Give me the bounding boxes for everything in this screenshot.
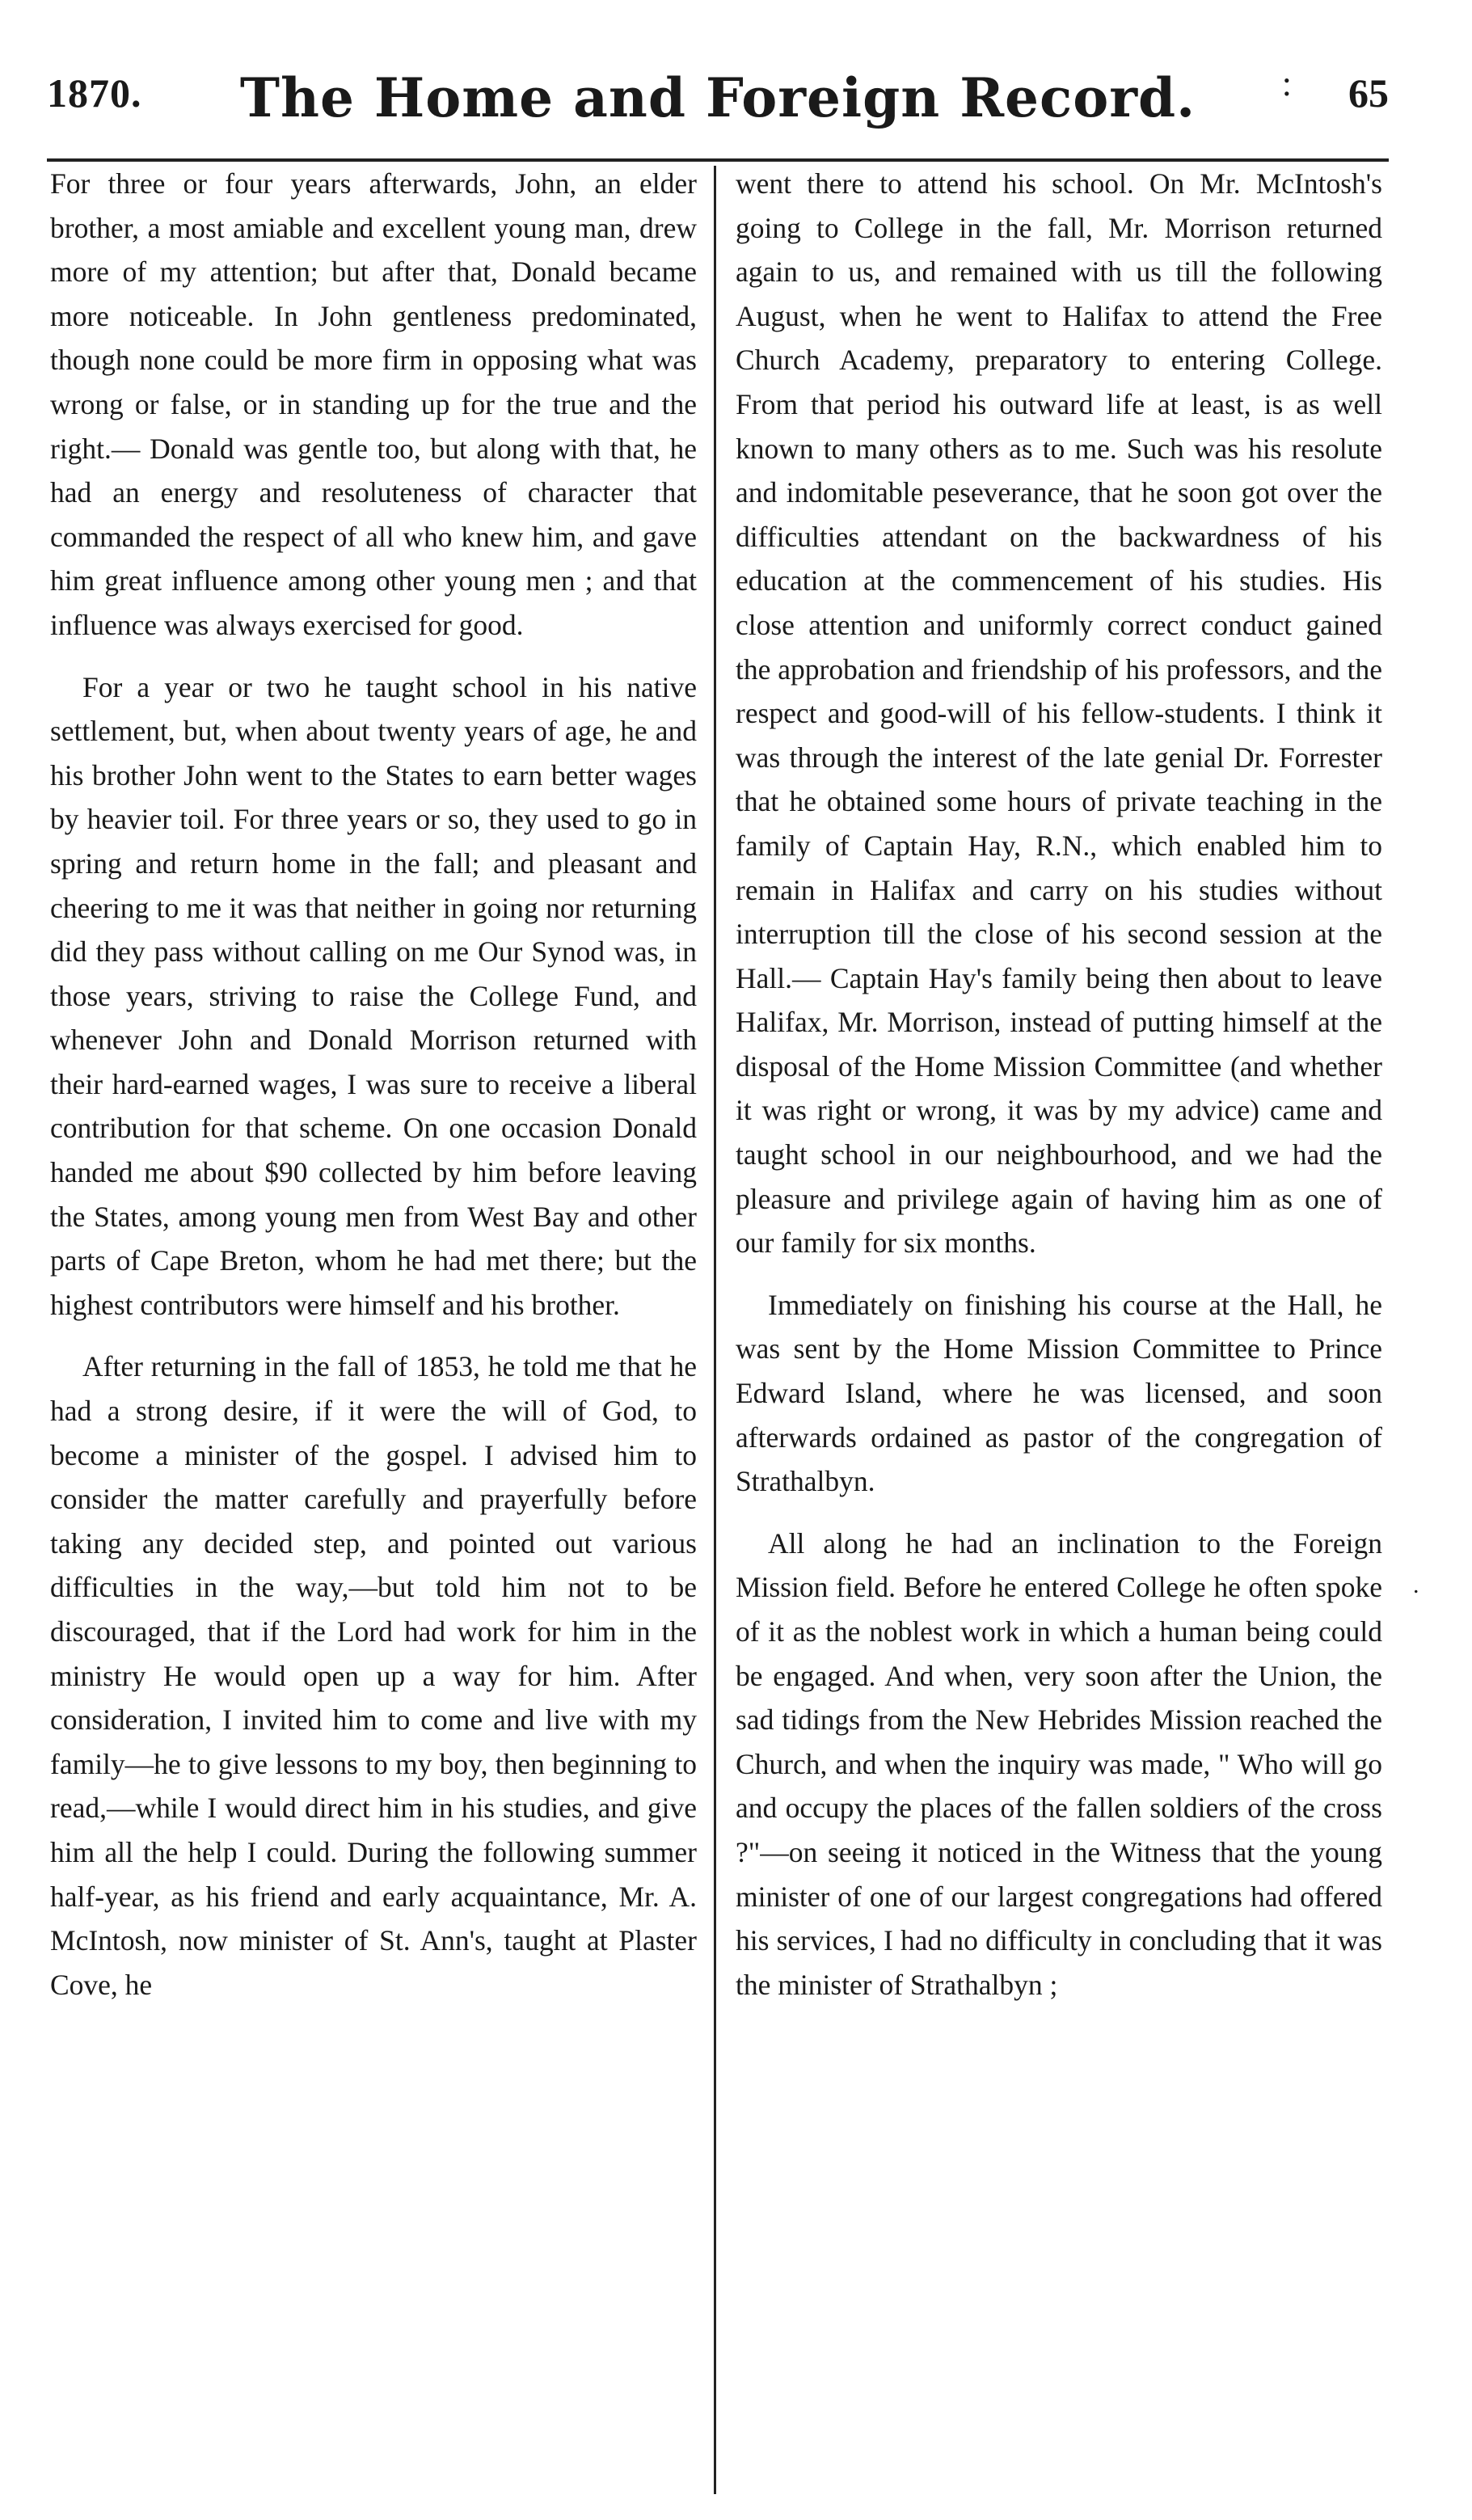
paragraph: For three or four years afterwards, John, an elder brother, a most amiable and excellent young man, drew more of my attention; but after that, Donald became more noticeable. In John gentleness predominated, though none could be more firm in opposing what was wrong or false, or in standing up for the true and the right.— Donald was gentle too, but along with that, he had an energy and resoluteness of character that commanded the respect of all who knew him, and gave him great influence among other young men ; and that influence was always exercised for good. (50, 167, 697, 641)
running-header (47, 64, 1389, 142)
paragraph: For a year or two he taught school in his native settlement, but, when about twenty years of age, he and his brother John went to the States to earn better wages by heavier toil. For three years or so, they used to go in spring and return home in the fall; and pleasant and cheering to me it was that neither in going nor returning did they pass without calling on me Our Synod was, in those years, striving to raise the College Fund, and whenever John and Donald Morrison returned with their hard-earned wages, I was sure to receive a liberal contribution for that scheme. On one occasion Donald handed me about $90 collected by him before leaving the States, among young men from West Bay and other parts of Cape Breton, whom he had met there; but the highest contributors were himself and his brother. (50, 670, 697, 1321)
paragraph: After returning in the fall of 1853, he told me that he had a strong desire, if it were the will of God, to become a minister of the gospel. I advised him to consider the matter carefully and prayerfully before taking any decided step, and pointed out various difficulties in the way,—but told him not to be discouraged, that if the Lord had work for him in the ministry He would open up a way for him. After consideration, I invited him to come and live with my family—he to give lessons to my boy, then beginning to read,—while I would direct him in his studies, and give him all the help I could. During the following summer half-year, as his friend and early acquaintance, Mr. A. McIntosh, now minister of St. Ann's, taught at Plaster Cove, he (50, 1350, 697, 2001)
left-column (50, 162, 697, 2007)
header-stray-mark: : (1281, 64, 1292, 103)
journal-title: The Home and Foreign Record. (239, 66, 1196, 129)
column-divider (714, 166, 716, 2494)
header-year: 1870. (47, 70, 142, 116)
page-number: 65 (1348, 70, 1389, 116)
right-column (736, 162, 1382, 2007)
paragraph: Immediately on finishing his course at the Hall, he was sent by the Home Mission Committee to Prince Edward Island, where he was licensed, and soon afterwards ordained as pastor of the congregation of Strathalbyn. (736, 1288, 1382, 1498)
margin-dot: . (1413, 1572, 1419, 1598)
paragraph: went there to attend his school. On Mr. McIntosh's going to College in the fall, Mr. Morrison returned again to us, and remained with us till the following August, when he went to Halifax to attend the Free Church Academy, preparatory to entering College. From that period his outward life at least, is as well known to many others as to me. Such was his resolute and indomitable peseverance, that he soon got over the difficulties attendant on the backwardness of his education at the commencement of his studies. His close attention and uniformly correct conduct gained the approbation and friendship of his professors, and the respect and good-will of his fellow-students. I think it was through the interest of the late genial Dr. Forrester that he obtained some hours of private teaching in the family of Captain Hay, R.N., which enabled him to remain in Halifax and carry on his studies without interruption till the close of his second session at the Hall.— Captain Hay's family being then about to leave Halifax, Mr. Morrison, instead of putting himself at the disposal of the Home Mission Committee (and whether it was right or wrong, it was by my advice) came and taught school in our neighbourhood, and we had the pleasure and privilege again of having him as one of our family for six months. (736, 167, 1382, 1260)
paragraph: All along he had an inclination to the Foreign Mission field. Before he entered College he often spoke of it as the noblest work in which a human being could be engaged. And when, very soon after the Union, the sad tidings from the New Hebrides Mission reached the Church, and when the inquiry was made, " Who will go and occupy the places of the fallen soldiers of the cross ?"—on seeing it noticed in the Witness that the young minister of one of our largest congregations had offered his services, I had no difficulty in concluding that it was the minister of Strathalbyn ; (736, 1526, 1382, 2001)
